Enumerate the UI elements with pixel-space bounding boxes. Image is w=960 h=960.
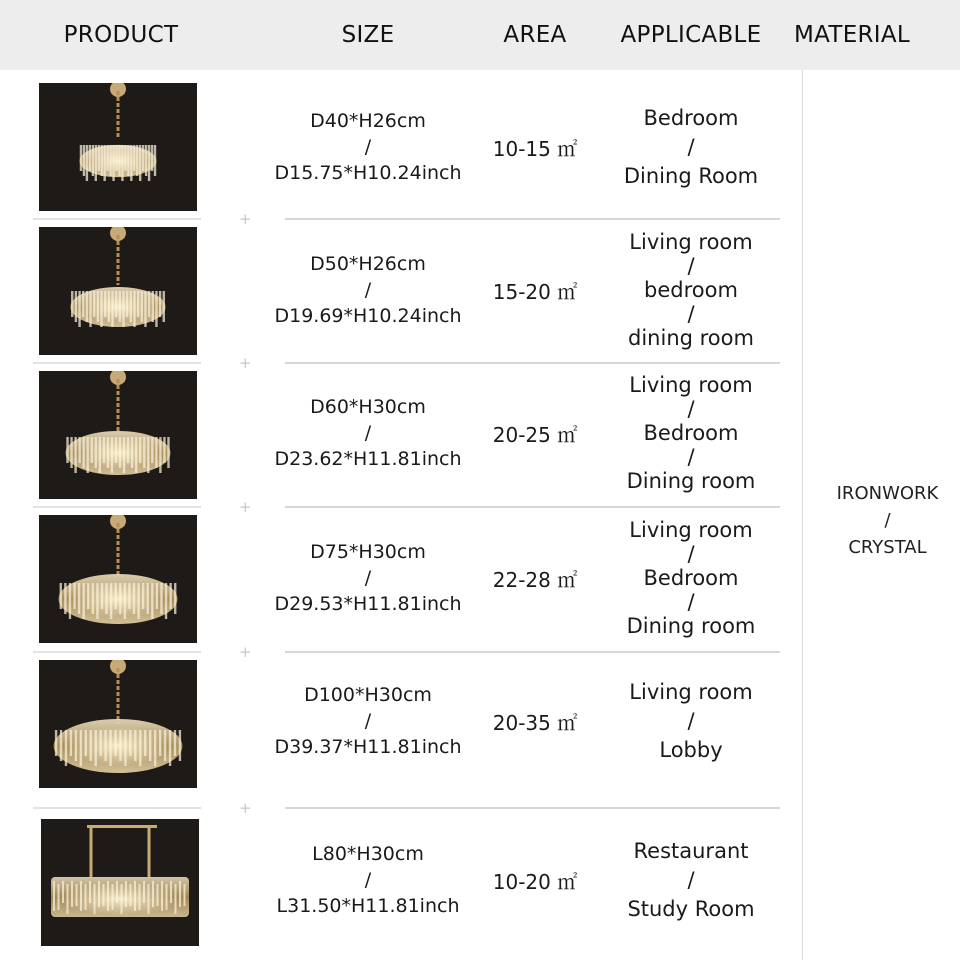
size-cell <box>270 250 466 330</box>
area-cell: 22-28 ㎡ <box>492 567 578 592</box>
area-cell: 15-20 ㎡ <box>492 279 578 304</box>
size-imperial: D19.69*H10.24inch <box>274 305 462 327</box>
material-separator: / <box>884 510 891 531</box>
row-divider-left <box>33 218 201 220</box>
applicable-separator: / <box>687 542 695 566</box>
size-imperial: D23.62*H11.81inch <box>274 448 462 470</box>
size-metric: D60*H30cm <box>310 396 426 418</box>
product-photo <box>39 660 197 788</box>
header-size: SIZE <box>341 22 395 48</box>
product-photo <box>39 83 197 211</box>
size-imperial: D15.75*H10.24inch <box>274 162 462 184</box>
applicable-room: Living room <box>629 518 753 542</box>
applicable-separator: / <box>687 590 695 614</box>
material-ironwork: IRONWORK <box>836 483 939 504</box>
applicable-room: Bedroom <box>643 421 739 445</box>
size-sep: / <box>364 710 372 732</box>
applicable-separator: / <box>687 397 695 421</box>
header-applicable: APPLICABLE <box>620 22 762 48</box>
applicable-room: Bedroom <box>643 105 739 130</box>
size-metric: D50*H26cm <box>310 253 426 275</box>
applicable-room: Living room <box>629 679 753 704</box>
plus-mark: + <box>239 210 252 228</box>
header-area: AREA <box>503 22 567 48</box>
plus-mark: + <box>239 799 252 817</box>
plus-mark: + <box>239 354 252 372</box>
applicable-cell <box>600 837 782 924</box>
row-divider-left <box>33 807 201 809</box>
chandelier-image <box>39 83 197 211</box>
applicable-room: Living room <box>629 373 753 397</box>
row-divider <box>285 362 780 364</box>
row-divider <box>285 218 780 220</box>
row-divider <box>285 651 780 653</box>
material-column-divider <box>802 70 803 960</box>
size-metric: D75*H30cm <box>310 541 426 563</box>
size-cell <box>270 840 466 920</box>
size-sep: / <box>364 869 372 891</box>
size-sep: / <box>364 567 372 589</box>
product-photo <box>41 819 199 946</box>
size-metric: D100*H30cm <box>304 684 432 706</box>
applicable-separator: / <box>687 134 695 159</box>
applicable-separator: / <box>687 302 695 326</box>
plus-mark: + <box>239 643 252 661</box>
size-cell <box>270 393 466 473</box>
plus-mark: + <box>239 498 252 516</box>
area-cell: 10-15 ㎡ <box>492 136 578 161</box>
applicable-cell <box>600 104 782 191</box>
applicable-cell <box>600 373 782 493</box>
applicable-room: Bedroom <box>643 566 739 590</box>
row-divider-left <box>33 506 201 508</box>
size-sep: / <box>364 136 372 158</box>
size-imperial: D39.37*H11.81inch <box>274 736 462 758</box>
table-header <box>0 0 960 70</box>
size-cell <box>270 538 466 618</box>
applicable-cell <box>600 230 782 350</box>
applicable-room: Lobby <box>659 737 723 762</box>
area-cell: 10-20 ㎡ <box>492 869 578 894</box>
applicable-room: Dining Room <box>623 163 759 188</box>
applicable-room: bedroom <box>644 278 738 302</box>
chandelier-image <box>39 515 197 643</box>
size-metric: L80*H30cm <box>312 843 424 865</box>
applicable-room: Study Room <box>627 896 755 921</box>
area-cell: 20-35 ㎡ <box>492 710 578 735</box>
material-crystal: CRYSTAL <box>848 537 927 558</box>
size-cell <box>270 107 466 187</box>
applicable-room: Dining room <box>626 614 756 638</box>
chandelier-image <box>39 660 197 788</box>
size-imperial: D29.53*H11.81inch <box>274 593 462 615</box>
row-divider-left <box>33 362 201 364</box>
applicable-separator: / <box>687 445 695 469</box>
applicable-separator: / <box>687 254 695 278</box>
chandelier-image <box>39 371 197 499</box>
applicable-cell <box>600 518 782 638</box>
header-product: PRODUCT <box>63 22 179 48</box>
product-photo <box>39 371 197 499</box>
area-cell: 20-25 ㎡ <box>492 422 578 447</box>
applicable-room: Living room <box>629 230 753 254</box>
product-photo <box>39 227 197 355</box>
chandelier-image <box>39 227 197 355</box>
applicable-room: Dining room <box>626 469 756 493</box>
applicable-separator: / <box>687 867 695 892</box>
header-material: MATERIAL <box>793 22 911 48</box>
applicable-room: Restaurant <box>633 838 749 863</box>
applicable-cell <box>600 678 782 765</box>
product-photo <box>39 515 197 643</box>
size-sep: / <box>364 279 372 301</box>
size-cell <box>270 681 466 761</box>
applicable-separator: / <box>687 708 695 733</box>
material-cell <box>815 480 960 561</box>
row-divider <box>285 506 780 508</box>
row-divider <box>285 807 780 809</box>
chandelier-image <box>41 819 199 946</box>
size-sep: / <box>364 422 372 444</box>
row-divider-left <box>33 651 201 653</box>
size-metric: D40*H26cm <box>310 110 426 132</box>
size-imperial: L31.50*H11.81inch <box>276 895 460 917</box>
applicable-room: dining room <box>628 326 754 350</box>
